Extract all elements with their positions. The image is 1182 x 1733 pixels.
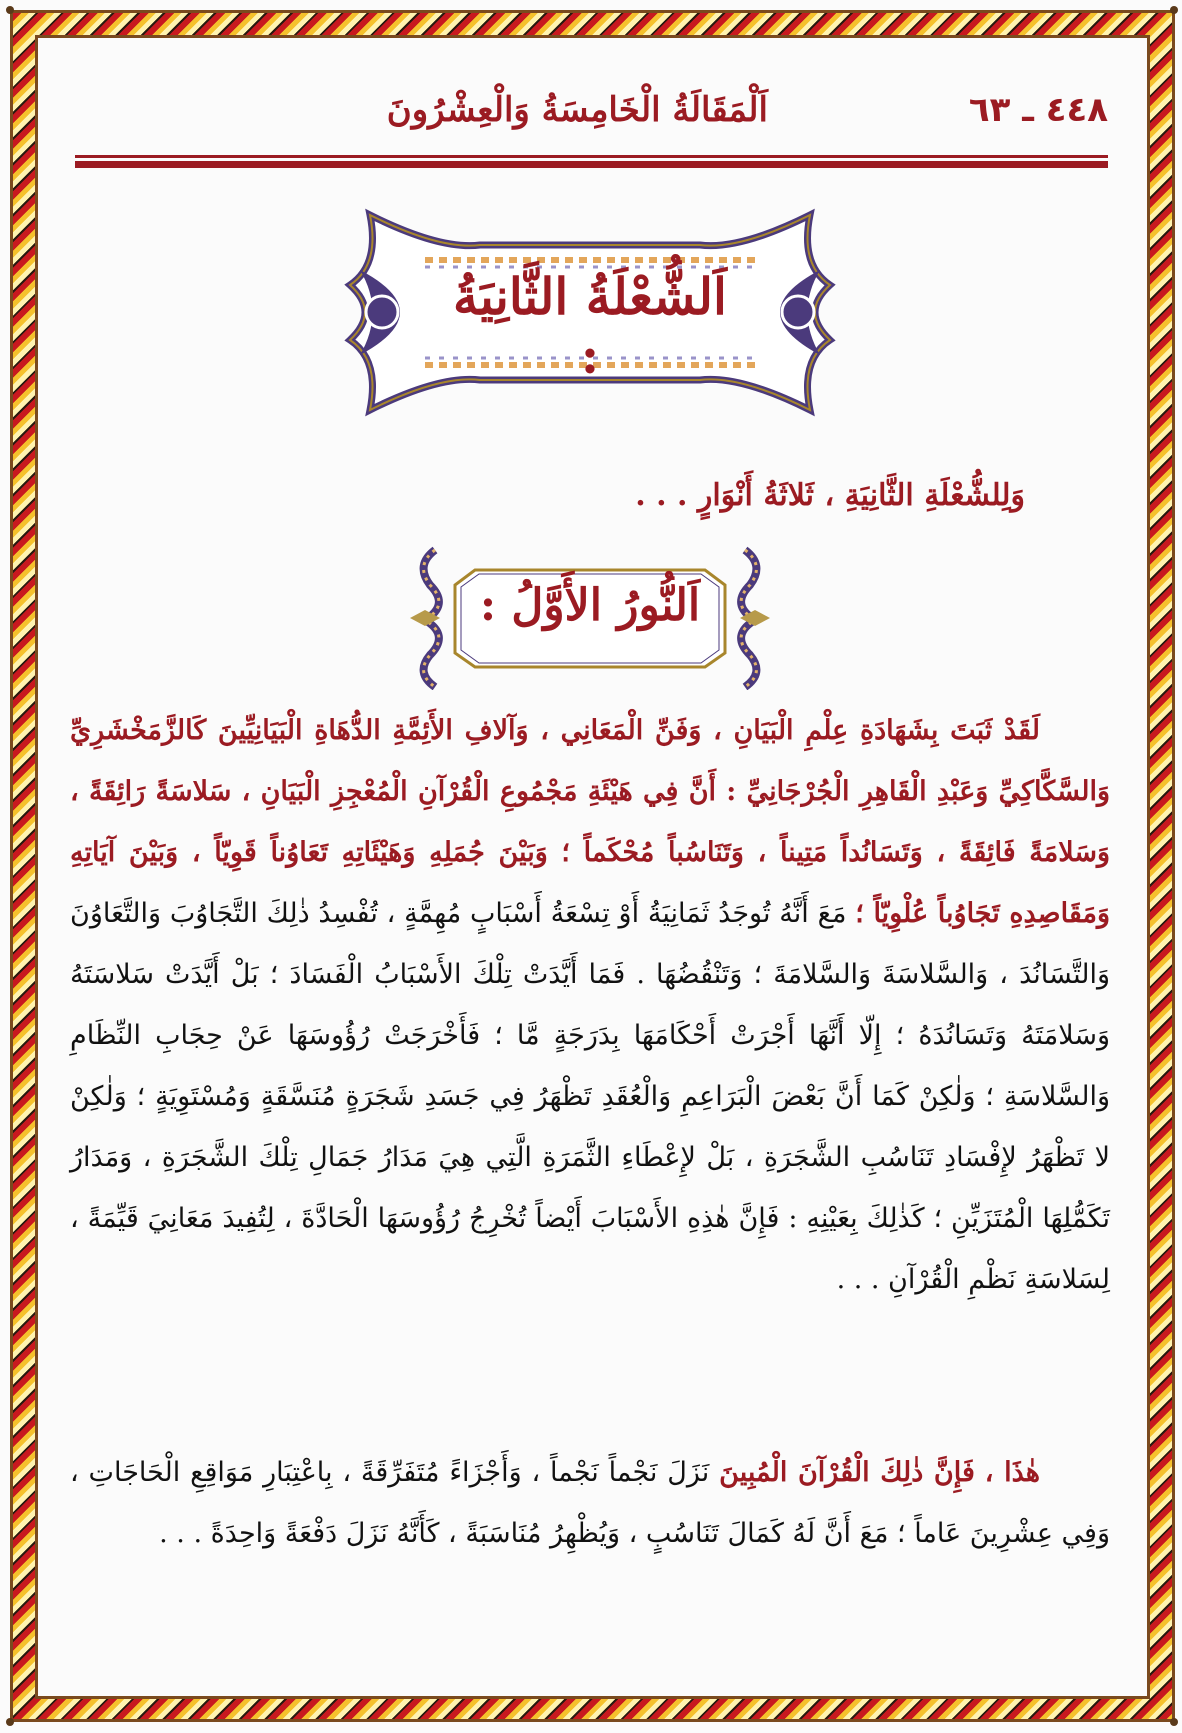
section-title-cartouche	[330, 205, 850, 420]
paragraph-2-highlight: فَإِنَّ ذٰلِكَ الْقُرْآنَ الْمُبِينَ	[719, 1457, 975, 1488]
section-title: اَلشُّعْلَةُ الثَّانِيَةُ :	[453, 267, 727, 385]
page-range: ٤٤٨ ـ ٦٣	[968, 90, 1108, 130]
chapter-title: اَلْمَقَالَةُ الْخَامِسَةُ وَالْعِشْرُونَ	[386, 90, 768, 130]
subsection-title-cartouche	[405, 545, 775, 690]
running-header	[75, 90, 1108, 140]
corner-ornament-icon	[6, 1718, 14, 1726]
header-rule-thin	[75, 155, 1108, 158]
paragraph-2-lead: هٰذَا ،	[984, 1457, 1040, 1488]
corner-ornament-icon	[1170, 1718, 1178, 1726]
paragraph-2-body: نَزَلَ نَجْماً نَجْماً ، وَأَجْزَاءً مُتَفَرِّقَةً ، بِاعْتِبَارِ مَوَاقِعِ الْحَاجَاتِ ، وَفِي عِشْرِينَ عَاماً ؛ مَعَ أَنَّ لَهُ كَمَالَ تَنَاسُبٍ ، وَيُظْهِرُ مُنَاسَبَةً ، كَأَنَّهُ نَزَلَ دَفْعَةً وَاحِدَةً . . .	[70, 1457, 1110, 1549]
paragraph-2	[70, 1442, 1110, 1564]
header-rule-thick	[75, 161, 1108, 168]
paragraph-1-body: مَعَ أَنَّهُ تُوجَدُ ثَمَانِيَةُ أَوْ تِسْعَةُ أَسْبَابٍ مُهِمَّةٍ ، تُفْسِدُ ذٰلِكَ التَّجَاوُبَ وَالتَّعَاوُنَ وَالتَّسَانُدَ ، وَالسَّلاسَةَ وَالسَّلامَةَ ؛ وَتَنْقُضُهَا . فَمَا أَيَّدَتْ تِلْكَ الأَسْبَابُ الْفَسَادَ ؛ بَلْ أَيَّدَتْ سَلاسَتَهُ وَسَلامَتَهُ وَتَسَانُدَهُ ؛ إِلّا أَنَّهَا أَجْرَتْ أَحْكَامَهَا بِدَرَجَةٍ مَّا ؛ فَأَخْرَجَتْ رُؤُوسَهَا عَنْ حِجَابِ النِّظَامِ وَالسَّلاسَةِ ؛ وَلٰكِنْ كَمَا أَنَّ بَعْضَ الْبَرَاعِمِ وَالْعُقَدِ تَظْهَرُ فِي جَسَدِ شَجَرَةٍ مُنَسَّقَةٍ وَمُسْتَوِيَةٍ ؛ وَلٰكِنْ لا تَظْهَرُ لإِفْسَادِ تَنَاسُبِ الشَّجَرَةِ ، بَلْ لإِعْطَاءِ الثَّمَرَةِ الَّتِي هِيَ مَدَارُ جَمَالِ تِلْكَ الشَّجَرَةِ ، وَمَدَارُ تَكَمُّلِهَا الْمُتَزَيِّنِ ؛ كَذٰلِكَ بِعَيْنِهِ : فَإِنَّ هٰذِهِ الأَسْبَابَ أَيْضاً تُخْرِجُ رُؤُوسَهَا الْحَادَّةَ ، لِتُفِيدَ مَعَانِيَ قَيِّمَةً ، لِسَلاسَةِ نَظْمِ الْقُرْآنِ . . .	[70, 898, 1110, 1295]
subsection-title: اَلنُّورُ الأَوَّلُ :	[479, 580, 701, 631]
paragraph-1-highlight: لَقَدْ ثَبَتَ بِشَهَادَةِ عِلْمِ الْبَيَانِ ، وَفَنِّ الْمَعَانِي ، وَآلافِ الأَئِمَّةِ الدُّهَاةِ الْبَيَانِيِّينَ كَالزَّمَخْشَرِيِّ وَالسَّكَّاكِيِّ وَعَبْدِ الْقَاهِرِ الْجُرْجَانِيِّ : أَنَّ فِي هَيْئَةِ مَجْمُوعِ الْقُرْآنِ الْمُعْجِزِ الْبَيَانِ ، سَلاسَةً رَائِقَةً ، وَسَلامَةً فَائِقَةً ، وَتَسَانُداً مَتِيناً ، وَتَنَاسُباً مُحْكَماً ؛ وَبَيْنَ جُمَلِهِ وَهَيْئَاتِهِ تَعَاوُناً قَوِيّاً ، وَبَيْنَ آيَاتِهِ وَمَقَاصِدِهِ تَجَاوُباً عُلْوِيّاً ؛	[70, 715, 1110, 929]
corner-ornament-icon	[1170, 6, 1178, 14]
paragraph-1	[70, 700, 1110, 1310]
section-intro: وَلِلشُّعْلَةِ الثَّانِيَةِ ، ثَلاثَةُ أَنْوَارٍ . . .	[635, 478, 1025, 513]
corner-ornament-icon	[6, 6, 14, 14]
